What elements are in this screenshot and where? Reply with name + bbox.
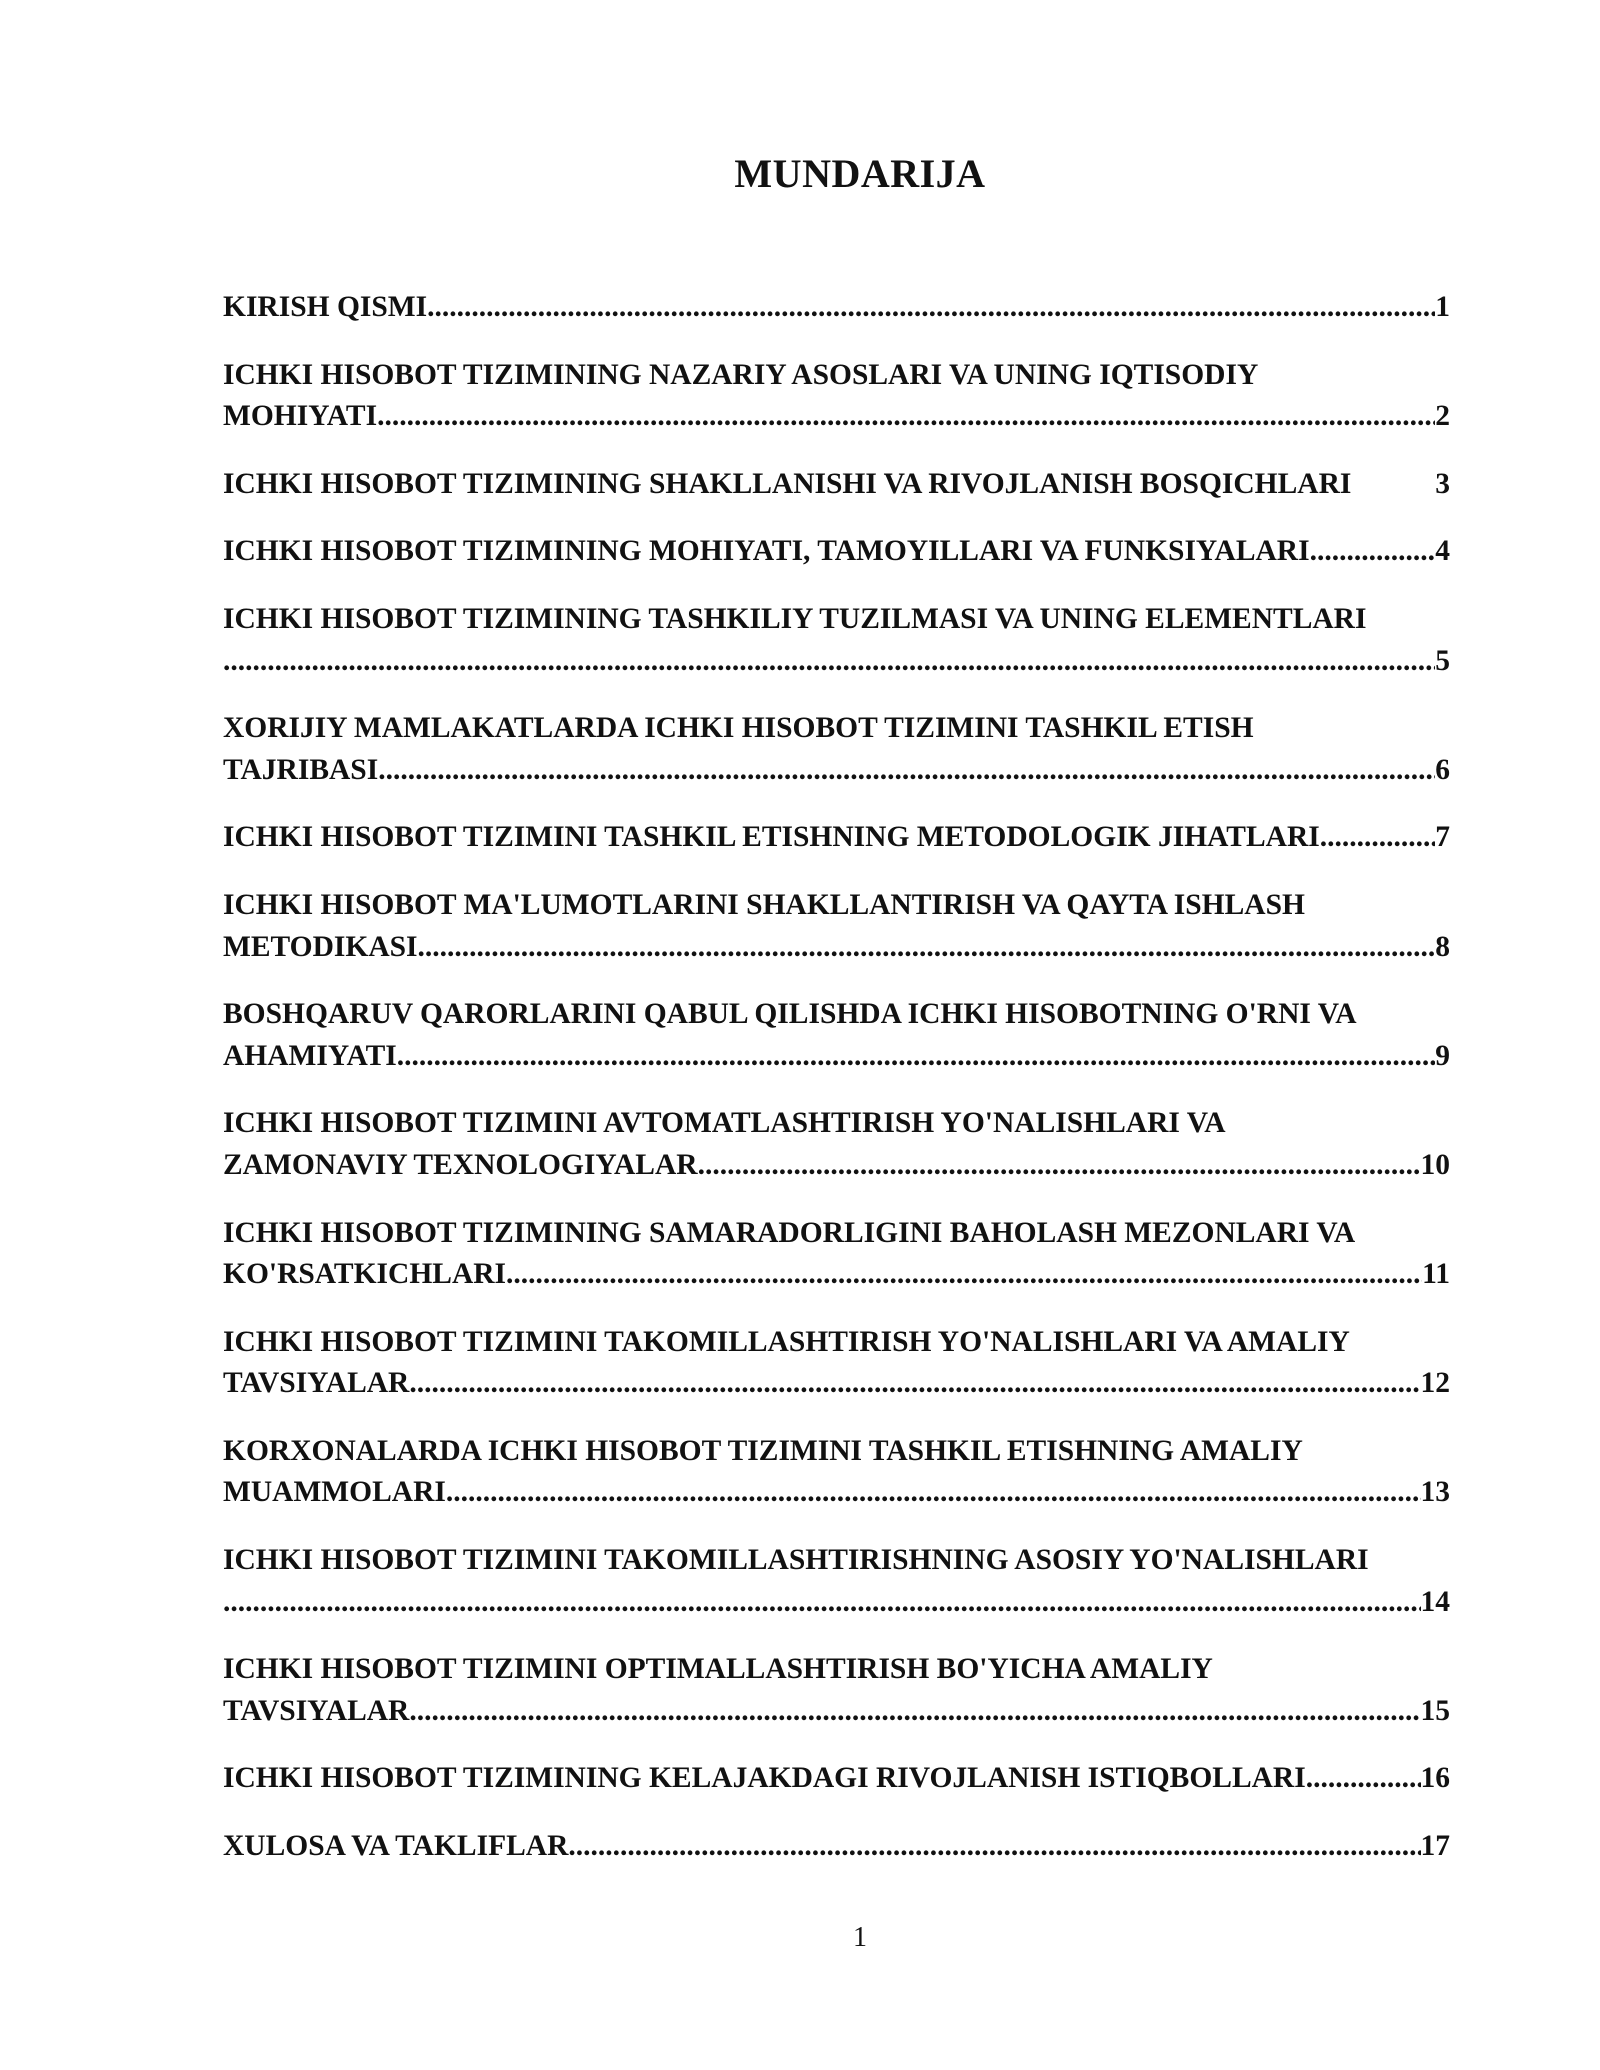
- toc-page-number: 1: [1435, 291, 1450, 323]
- toc-entry[interactable]: [223, 1758, 1450, 1800]
- toc-page-number: 12: [1420, 1367, 1450, 1400]
- dot-leader: [568, 1826, 1420, 1868]
- toc-entry-text: ICHKI HISOBOT TIZIMINING SAMARADORLIGINI BAHOLASH MEZONLARI VA: [223, 1216, 1356, 1249]
- dot-leader: [378, 750, 1435, 792]
- toc-entry-text: ICHKI HISOBOT TIZIMINI OPTIMALLASHTIRISH BO'YICHA AMALIY: [223, 1653, 1213, 1686]
- dot-leader: [409, 1691, 1420, 1733]
- toc-entry-text: ICHKI HISOBOT TIZIMINING KELAJAKDAGI RIVOJLANISH ISTIQBOLLARI: [223, 1762, 1306, 1795]
- toc-entry-text: ICHKI HISOBOT TIZIMINING NAZARIY ASOSLARI VA UNING IQTISODIY: [223, 358, 1259, 391]
- toc-entry-text: ICHKI HISOBOT TIZIMINI TAKOMILLASHTIRISH YO'NALISHLARI VA AMALIY: [223, 1325, 1350, 1358]
- toc-entry-text: ICHKI HISOBOT TIZIMINI AVTOMATLASHTIRISH YO'NALISHLARI VA: [223, 1107, 1226, 1140]
- toc-entry[interactable]: [223, 287, 1450, 329]
- dot-leader: [1306, 1758, 1421, 1800]
- toc-entry[interactable]: [223, 817, 1450, 859]
- toc-entry-text: KO'RSATKICHLARI: [223, 1258, 507, 1291]
- dot-leader: [397, 1036, 1436, 1078]
- dot-leader: [698, 1145, 1421, 1187]
- toc-entry-text: ICHKI HISOBOT TIZIMINING SHAKLLANISHI VA RIVOJLANISH BOSQICHLARI: [223, 467, 1352, 500]
- toc-page-number: 6: [1435, 753, 1450, 786]
- dot-leader: [418, 927, 1436, 969]
- toc-entry[interactable]: [223, 1322, 1450, 1405]
- toc-page-number: 2: [1435, 400, 1450, 433]
- toc-entry-text: KIRISH QISMI: [223, 291, 428, 323]
- dot-leader: [446, 1472, 1421, 1514]
- toc-entry[interactable]: [223, 708, 1450, 791]
- toc-entry-text: TAJRIBASI: [223, 753, 379, 786]
- toc-entry[interactable]: [223, 1649, 1450, 1732]
- toc-entry-text: ZAMONAVIY TEXNOLOGIYALAR: [223, 1148, 698, 1181]
- toc-entry-text: ICHKI HISOBOT MA'LUMOTLARINI SHAKLLANTIRISH VA QAYTA ISHLASH: [223, 888, 1305, 921]
- toc-entry[interactable]: [223, 1431, 1450, 1514]
- dot-leader: [1310, 531, 1436, 573]
- toc-entry-text: BOSHQARUV QARORLARINI QABUL QILISHDA ICHKI HISOBOTNING O'RNI VA: [223, 998, 1357, 1031]
- toc-entry-text: ICHKI HISOBOT TIZIMINING TASHKILIY TUZILMASI VA UNING ELEMENTLARI: [223, 602, 1367, 635]
- page-title: MUNDARIJA: [734, 151, 986, 196]
- dot-leader: [377, 396, 1435, 438]
- toc-page-number: 17: [1420, 1830, 1450, 1863]
- dot-leader: [1320, 817, 1436, 859]
- toc-entry-text: XORIJIY MAMLAKATLARDA ICHKI HISOBOT TIZIMINI TASHKIL ETISH: [223, 712, 1254, 745]
- toc-page-number: 7: [1435, 821, 1450, 854]
- toc-entry-text: METODIKASI: [223, 930, 418, 963]
- toc-entry-text: TAVSIYALAR: [223, 1694, 410, 1727]
- toc-entry[interactable]: [223, 464, 1450, 506]
- toc-entry[interactable]: [223, 1826, 1450, 1868]
- toc-entry[interactable]: [223, 885, 1450, 968]
- toc-entry-text: ICHKI HISOBOT TIZIMINI TASHKIL ETISHNING METODOLOGIK JIHATLARI: [223, 821, 1320, 854]
- toc-entry-text: ICHKI HISOBOT TIZIMINING MOHIYATI, TAMOYILLARI VA FUNKSIYALARI: [223, 535, 1310, 568]
- dot-leader: [223, 1582, 1421, 1624]
- dot-leader: [223, 641, 1435, 683]
- toc-entry-text: TAVSIYALAR: [223, 1367, 410, 1400]
- toc-entry[interactable]: [223, 994, 1450, 1077]
- toc-page-number: 5: [1435, 644, 1450, 677]
- toc-page-number: 16: [1420, 1762, 1450, 1795]
- dot-leader: [427, 287, 1435, 329]
- toc-page-number: 15: [1420, 1694, 1450, 1727]
- toc-entry-text: MUAMMOLARI: [223, 1476, 446, 1509]
- toc-entry-text: ICHKI HISOBOT TIZIMINI TAKOMILLASHTIRISHNING ASOSIY YO'NALISHLARI: [223, 1544, 1369, 1577]
- dot-leader: [506, 1254, 1422, 1296]
- toc-page-number: 3: [1435, 467, 1450, 500]
- toc-page-number: 13: [1420, 1476, 1450, 1509]
- toc-page-number: 14: [1420, 1585, 1450, 1618]
- toc-entry[interactable]: [223, 1213, 1450, 1296]
- toc-entry-text: AHAMIYATI: [223, 1039, 397, 1072]
- toc-page-number: 11: [1422, 1258, 1450, 1291]
- toc-page-number: 4: [1435, 535, 1450, 568]
- toc-entry[interactable]: [223, 531, 1450, 573]
- toc-entry-text: KORXONALARDA ICHKI HISOBOT TIZIMINI TASHKIL ETISHNING AMALIY: [223, 1434, 1303, 1467]
- toc-entry[interactable]: [223, 1103, 1450, 1186]
- toc-entry[interactable]: [223, 599, 1450, 682]
- toc-entry-text: XULOSA VA TAKLIFLAR: [223, 1830, 569, 1863]
- page-number-footer: 1: [853, 1922, 867, 1953]
- toc-entry[interactable]: [223, 1540, 1450, 1623]
- dot-leader: [409, 1363, 1420, 1405]
- toc-entry[interactable]: [223, 355, 1450, 438]
- toc-page-number: 9: [1435, 1039, 1450, 1072]
- toc-page-number: 8: [1435, 930, 1450, 963]
- toc-entry-text: MOHIYATI: [223, 400, 378, 433]
- table-of-contents: [223, 287, 1450, 1894]
- toc-page-number: 10: [1420, 1148, 1450, 1181]
